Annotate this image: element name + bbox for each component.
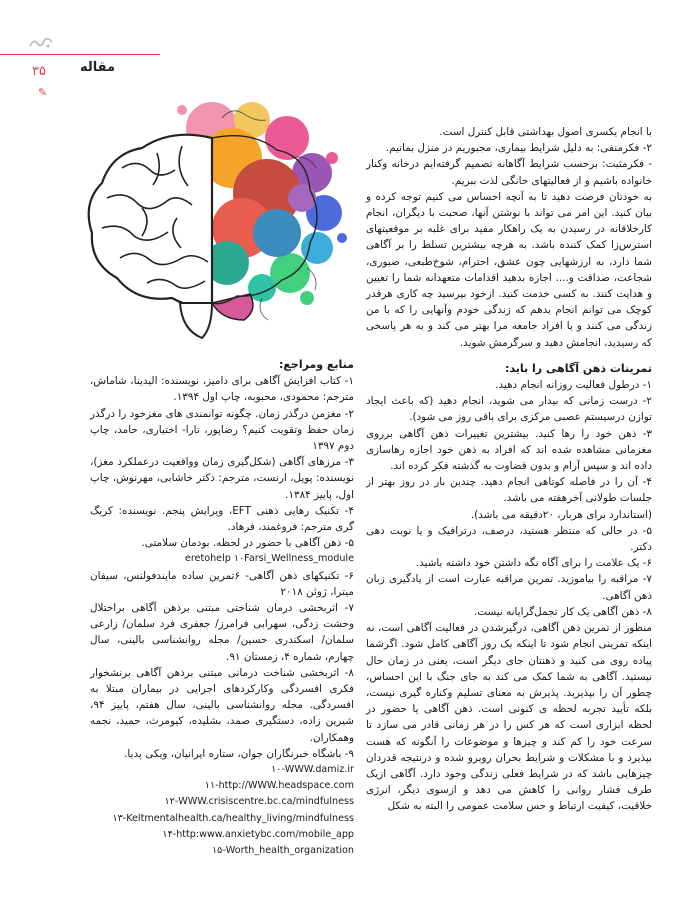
reference-item: ۶- تکنیکهای ذهن آگاهی- ۶تمرین ساده مایندفولنس، سیفان میترا، ژوئن ۲۰۱۸ <box>90 569 354 598</box>
section-label: مقاله <box>80 60 116 75</box>
reference-item: eretohelp ۱۰Farsi_Wellness_module <box>184 553 354 565</box>
exercise-item: ۶- یک علامت را برای آگاه نگه داشتن خود داشته باشید. <box>415 557 652 570</box>
exercises-heading: تمرینات ذهن آگاهی را باید: <box>505 361 652 375</box>
exercise-item: ۸- ذهن آگاهی یک کار تجمل‌گرایانه نیست. <box>473 605 652 618</box>
exercise-item: ۴- آن را در فاصله کوتاهی انجام دهید. چندین بار در روز بهتر از جلسات طولانی آخرهفته می باشد. <box>366 476 652 505</box>
article-column-right <box>366 124 652 815</box>
references-heading: منابع ومراجع: <box>278 358 354 371</box>
reference-link: ۱۵-Worth_health_organization <box>212 845 354 857</box>
exercise-item: ۵- در حالی که منتظر هستید، درصف، درترافیک و یا نوبت دهی دکتر. <box>366 524 652 554</box>
exercise-item: ۳- ذهن خود را رها کنید. بیشترین تغییرات ذهن آگاهی برروی مغزمانی مشاهده شده اند که افراد به ذهن خود اجازه رهاسازی داده اند و سپس آرام و بدون قضاوت به گذشته فکر کرده اند. <box>366 427 652 473</box>
exercise-item: ۲- درست زمانی که بیدار می شوید، انجام دهید (که باعث ایجاد توازن درسیستم عصبی مرکزی برای باقی روز می شود). <box>366 395 652 424</box>
reference-link: ۱۴-http:www.anxietybc.com/mobile_app <box>162 828 354 840</box>
exercise-item: ۱- درطول فعالیت روزانه انجام دهید. <box>495 379 652 392</box>
reference-item: ۵- ذهن آگاهی با حضور در لحظه. بودمان سلامتی. <box>141 537 354 550</box>
exercise-item: (استاندارد برای هربار، ۲۰دقیقه می باشد). <box>470 508 652 521</box>
brain-illustration <box>62 98 354 348</box>
exercise-item: ۷- مراقبه را بیاموزید. تمرین مراقبه عبارت است از یادگیری زبان ذهن آگاهی. <box>366 573 652 602</box>
article-paragraph: ۲- فکرمنفی: به دلیل شرایط بیماری، مجبوریم در منزل بمانیم. <box>385 142 652 155</box>
article-paragraph: - فکرمثبت: برحسب شرایط آگاهانه تصمیم گرفته‌ایم درخانه وکنار خانواده باشیم و از فعالیتهای خانگی لذت ببریم. <box>366 158 652 187</box>
reference-item: ۴- تکنیک رهایی ذهنی EFT، ویرایش پنجم. نویسنده: کریگ گری مترجم: فروغمند، فرهاد. <box>90 504 355 534</box>
reference-item: ۲- مغزمن درگذر زمان. چگونه توانمندی های مغزخود را درگذر زمان حفظ وتقویت کنیم؟ رضاپور، تارا- اختیاری، حامد، چاپ دوم ۱۳۹۷ <box>90 407 354 453</box>
reference-item: ۷- اثربخشی درمان شناختی مبتنی برذهن آگاهی براختلال وحشت زدگی، سهرابی فرامرز/ جعفری فرد سلمان/ زارعی سلمان/ اسکندری حسین/ مجله روانشناسی بالینی، سال چهارم، شماره ۴، زمستان ۹۱. <box>90 602 354 663</box>
magazine-logo <box>28 36 54 50</box>
reference-link: ۱۲-WWW.crisiscentre.bc.ca/mindfulness <box>164 796 354 808</box>
side-mark-icon: ✎ <box>38 86 48 99</box>
reference-item: ۸- اثربخشی شناخت درمانی مبتنی برذهن آگاهی برنشخوار فکری افسردگی وکارکردهای اجرایی در بیماران مبتلا به افسردگی. مجله روانشناسی بالینی، سال هفتم، پاییز ۹۴، شیرین زاده، دستگیری صمد، بشلیده، کیومرث، حمید، نجمه وهمکاران. <box>90 666 354 744</box>
article-paragraph: با انجام یکسری اصول بهداشتی قابل کنترل است. <box>439 126 652 138</box>
reference-link: ۱۳-Keltmentalhealth.ca/healthy_living/mindfulness <box>112 812 354 824</box>
reference-link: ۱۱-http://WWW.headspace.com <box>204 780 354 792</box>
reference-link: ۱۰-WWW.damiz.ir <box>271 764 354 776</box>
references-column <box>90 357 354 859</box>
article-paragraph: به خودتان فرصت دهید تا به آنچه احساس می کنیم توجه کرده و بیان کنید. این امر می تواند با نوشتن آنها، صحبت با دیگران، انجام کارخلاقانه در رسیدن به یک راهکار مفید برای غلبه بر موقعیتهای استرس‌زا کمک کننده باشد. به هرچه بیشترین تسلط را بر آگاهی شما دارد، به ارزشهایی چون عشق، احترام، شوخ‌طبعی، صبوری، شجاعت، صداقت و.... اجازه بدهید اقدامات متعهدانه شما را تعیین و هدایت کنند. به کسی خدمت کنید. ازخود بپرسید چه کاری هرقدر کوچک می توانم انجام بدهم که زندگی خودم وآنهایی را که با من زندگی می کنند و یا افراد جامعه مرا بهتر می کند و به هر پاسخی که رسیدید، انجامش دهید و سرگرمش شوید. <box>366 190 652 349</box>
reference-item: ۳- مرزهای آگاهی (شکل‌گیری زمان وواقعیت درعملکرد مغز)، نویسنده: پوپل، ارنست، مترجم: دکتر خاشابی، مهرنوش، چاپ اول، پاییز ۱۳۸۴. <box>90 456 354 501</box>
article-paragraph: منظور از تمرین ذهن آگاهی، درگیرشدن در فعالیت آگاهی است، نه اینکه تمرینی انجام شود تا اینکه یک روز آگاهی کامل شود. اگرشما پیاده روی می کنید و ذهنتان جای دیگر است، یعنی در زمان حال نیستید. آگاهی به شما کمک می کند به جای جنگ با این احساس، چطور آن را بپذیرید. پذیرش به معنای تسلیم وکناره گیری نیست، بلکه تأیید تجربه لحظه ی کنونی است. ذهن آگاهی یا حضور در لحظه ابزاری است که هر کس را در هر زمانی قادر می سازد تا سرعت خود را کم کند و چیزها و موضوعات را آنگونه که هست بپذیرد و با مشکلات و شرایط بحران روبرو شده و درنتیجه قدردان چیزهایی باشد که در شرایط فعلی زندگی وجود دارد. آگاهی ازیک طرف فشار روانی را کاهش می دهد و ازسوی دیگر، انرژی خلاقیت، کیفیت ارتباط و حس سلامت عمومی را البته به شکل <box>366 622 652 813</box>
header-rule <box>0 54 160 55</box>
reference-item: ۹- باشگاه خبرنگاران جوان، ستاره ایرانیان، ویکی پدیا. <box>124 747 354 760</box>
reference-item: ۱- کتاب افزایش آگاهی برای دامیز، نویسنده: الیدینا، شاماش، مترجم: محمودی، محبوبه، چاپ اول ۱۳۹۴. <box>90 375 354 404</box>
page-number: ۳۵ <box>32 64 46 79</box>
